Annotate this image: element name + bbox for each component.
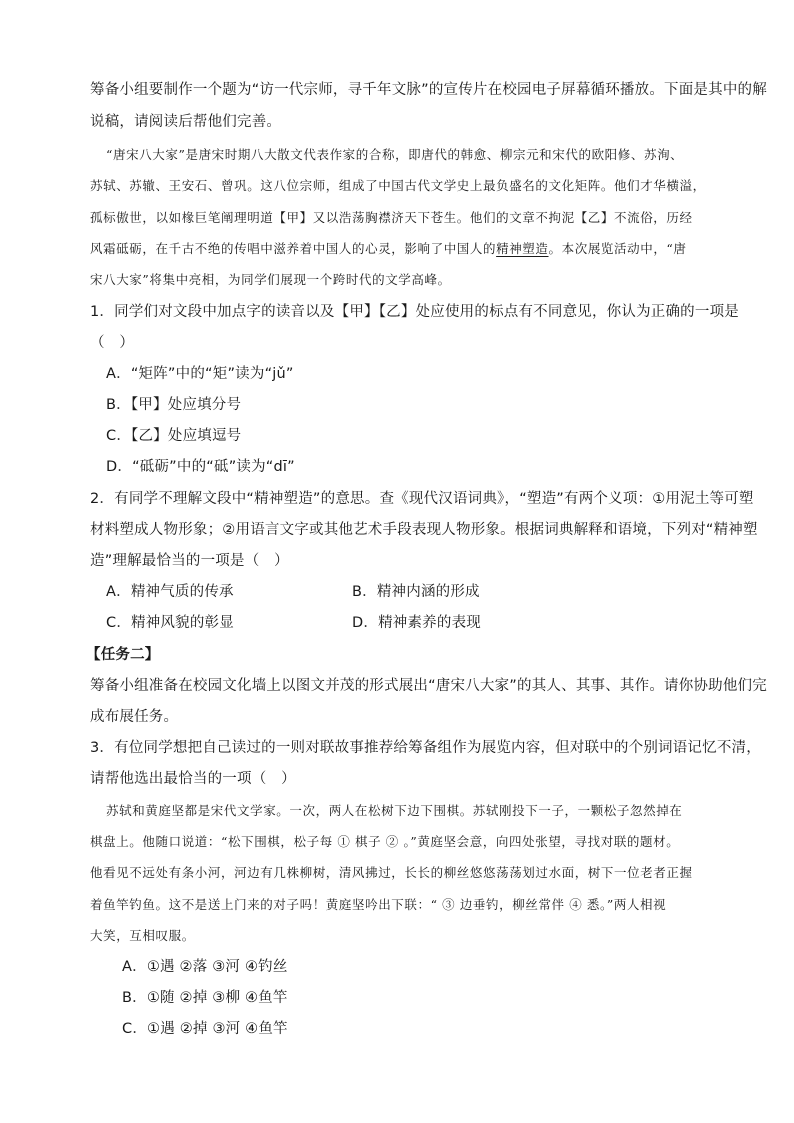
q2-option-d: D．精神素养的表现 (352, 615, 481, 631)
q3-story-line-4: 着鱼竿钓鱼。这不是送上门来的对子吗！黄庭坚吟出下联：“ ③ 边垂钓，柳丝常伴 ④ 悉。”两人相视 (90, 897, 667, 912)
passage1-line-4-a: 风霜砥砺，在千古不绝的传唱中滋养着中国人的心灵，影响了中国人的 (90, 241, 497, 256)
q3-story-line-3: 他看见不远处有条小河，河边有几株柳树，清风拂过，长长的柳丝悠悠荡荡划过水面，树下一位老者正握 (90, 865, 693, 880)
q3-stem-1: 3．有位同学想把自己读过的一则对联故事推荐给筹备组作为展览内容，但对联中的个别词语记忆不清， (90, 740, 761, 756)
intro-line-2: 说稿，请阅读后帮他们完善。 (90, 114, 282, 130)
underlined-term: 精神塑造 (496, 241, 549, 256)
q1-option-b: B．【甲】处应填分号 (106, 397, 242, 413)
q2-stem-1: 2．有同学不理解文段中“精神塑造”的意思。查《现代汉语词典》，“塑造”有两个义项：①用泥土等可塑 (90, 491, 754, 507)
q3-option-b: B．①随 ②掉 ③柳 ④鱼竿 (122, 990, 288, 1006)
task2-line-2: 成布展任务。 (90, 709, 179, 725)
q3-story-line-2: 棋盘上。他随口说道：“松下围棋，松子每 ① 棋子 ② 。”黄庭坚会意，向四处张望，寻找对联的题材。 (90, 834, 680, 849)
passage1-line-4 (90, 239, 687, 259)
intro-line-1: 筹备小组要制作一个题为“访一代宗师，寻千年文脉”的宣传片在校园电子屏幕循环播放。下面是其中的解 (90, 82, 767, 98)
q3-option-a: A．①遇 ②落 ③河 ④钓丝 (122, 959, 288, 975)
q2-stem-3: 造”理解最恰当的一项是（ ） (90, 553, 289, 569)
q2-stem-2: 材料塑成人物形象；②用语言文字或其他艺术手段表现人物形象。根据词典解释和语境，下列对“精神塑 (90, 522, 758, 538)
q3-story-line-1: 苏轼和黄庭坚都是宋代文学家。一次，两人在松树下边下围棋。苏轼刚投下一子，一颗松子忽然掉在 (106, 803, 683, 818)
passage1-line-3: 孤标傲世，以如椽巨笔阐理明道【甲】又以浩荡胸襟济天下苍生。他们的文章不拘泥【乙】不流俗，历经 (90, 210, 693, 225)
task2-line-1: 筹备小组准备在校园文化墙上以图文并茂的形式展出“唐宋八大家”的其人、其事、其作。请你协助他们完 (90, 678, 767, 694)
q2-option-a: A．精神气质的传承 (106, 584, 234, 600)
q3-story-line-5: 大笑，互相叹服。 (90, 928, 195, 943)
q1-stem-2: （ ） (90, 335, 135, 351)
q1-option-a: A．“矩阵”中的“矩”读为“jǔ” (106, 366, 294, 382)
task2-heading: 【任务二】 (86, 647, 160, 663)
q1-option-d: D．“砥砺”中的“砥”读为“dī” (106, 459, 295, 475)
passage1-line-5: 宋八大家”将集中亮相，为同学们展现一个跨时代的文学高峰。 (90, 272, 451, 287)
q2-option-c: C．精神风貌的彰显 (106, 615, 234, 631)
passage1-line-4-b: 。本次展览活动中，“唐 (548, 241, 687, 256)
q1-option-c: C．【乙】处应填逗号 (106, 428, 242, 444)
passage1-line-2: 苏轼、苏辙、王安石、曾巩。这八位宗师，组成了中国古代文学史上最负盛名的文化矩阵。他们才华横溢， (90, 178, 706, 193)
q3-option-c: C．①遇 ②掉 ③河 ④鱼竿 (122, 1021, 288, 1037)
q1-stem-1: 1．同学们对文段中加点字的读音以及【甲】【乙】处应使用的标点有不同意见，你认为正确的一项是 (90, 304, 739, 320)
q2-option-b: B．精神内涵的形成 (352, 584, 480, 600)
q3-stem-2: 请帮他选出最恰当的一项（ ） (90, 771, 296, 787)
passage1-line-1: “唐宋八大家”是唐宋时期八大散文代表作家的合称，即唐代的韩愈、柳宗元和宋代的欧阳修、苏洵、 (106, 147, 684, 162)
